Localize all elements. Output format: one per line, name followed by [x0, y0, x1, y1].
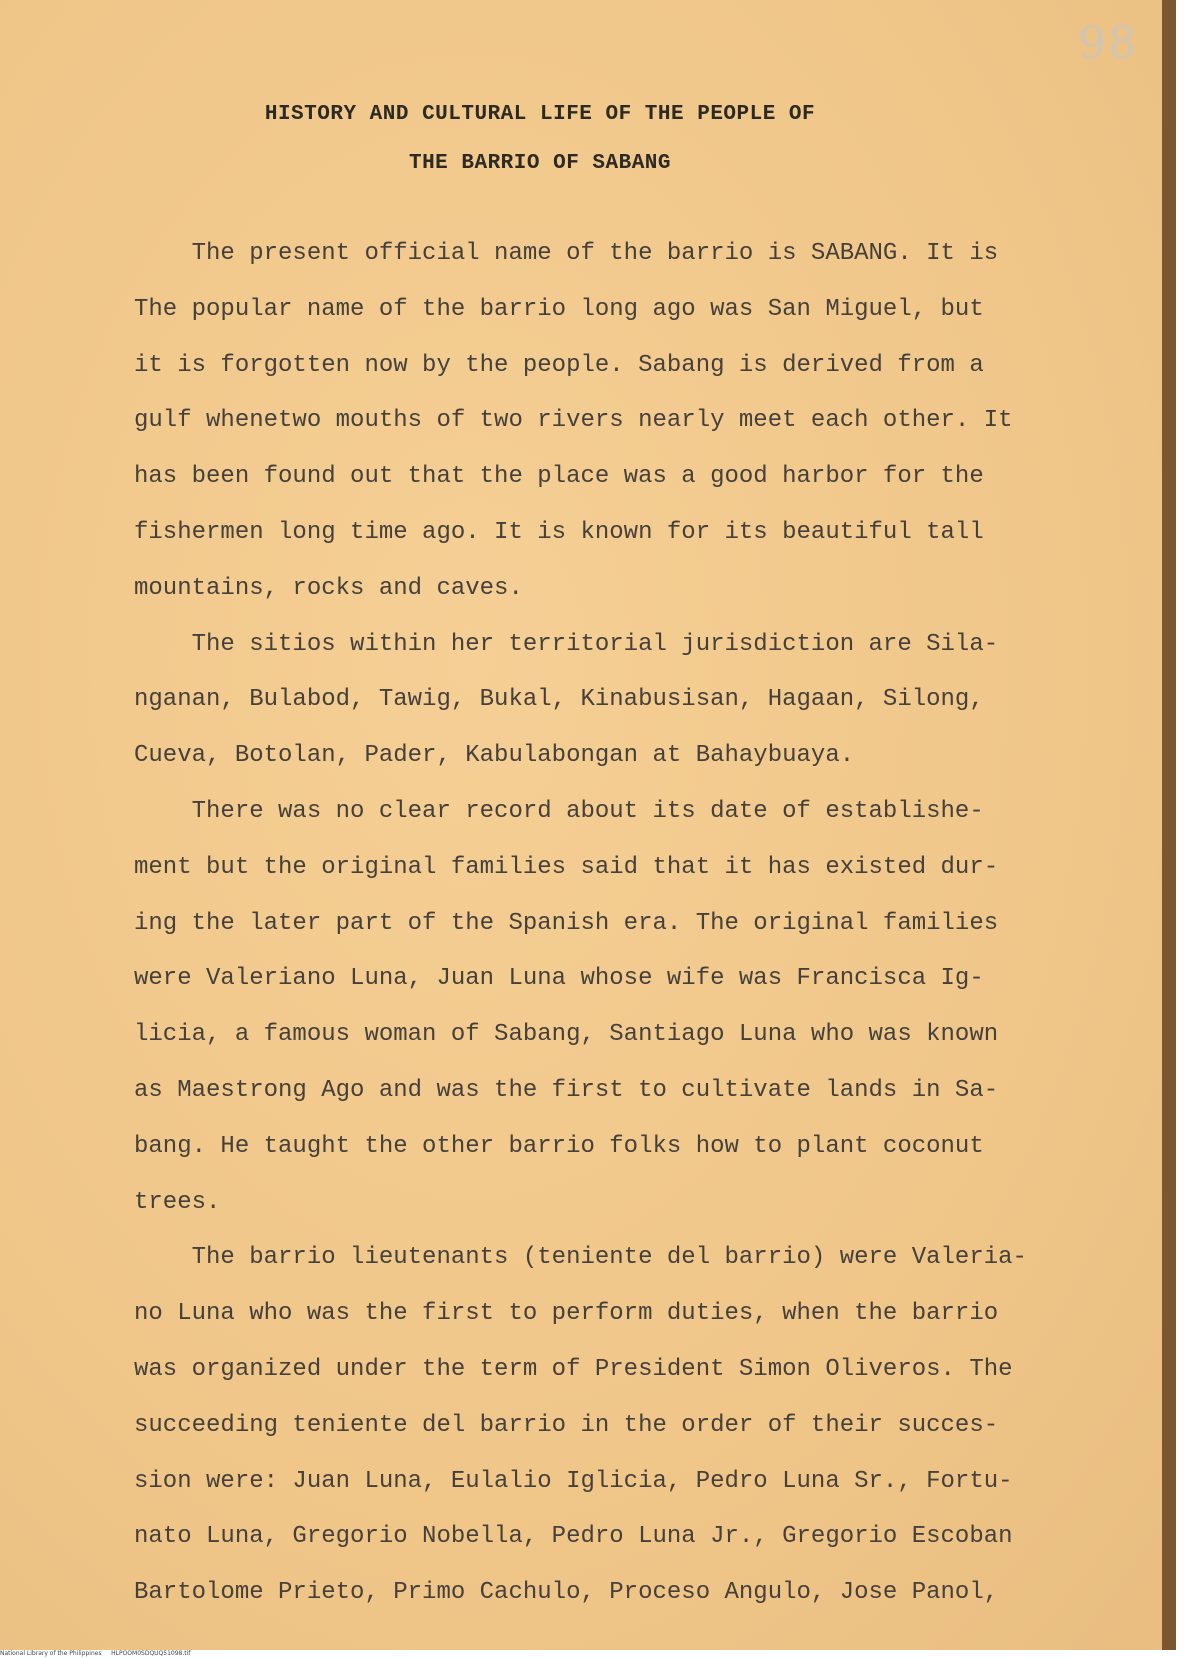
body-line: no Luna who was the first to perform duties, when the barrio	[134, 1300, 999, 1328]
body-line: succeeding teniente del barrio in the order of their succes-	[134, 1411, 999, 1439]
body-line: sion were: Juan Luna, Eulalio Iglicia, Pedro Luna Sr., Fortu-	[134, 1467, 1013, 1495]
body-line: ing the later part of the Spanish era. The original families	[134, 909, 999, 937]
body-line: licia, a famous woman of Sabang, Santiago Luna who was known	[134, 1021, 999, 1049]
body-line: nato Luna, Gregorio Nobella, Pedro Luna Jr., Gregorio Escoban	[134, 1523, 1013, 1551]
body-line: The present official name of the barrio is SABANG. It is	[134, 240, 999, 267]
scan-footer: National Library of the Philippines HLPOOM0SDQUQ51098.tif	[0, 1650, 1191, 1658]
body-line: The sitios within her territorial jurisdiction are Sila-	[134, 630, 999, 658]
body-line: was organized under the term of President Simon Oliveros. The	[134, 1355, 1013, 1383]
body-line: The barrio lieutenants (teniente del barrio) were Valeria-	[134, 1244, 1027, 1272]
body-line: Bartolome Prieto, Primo Cachulo, Proceso Angulo, Jose Panol,	[134, 1579, 999, 1607]
body-line: nganan, Bulabod, Tawig, Bukal, Kinabusisan, Hagaan, Silong,	[134, 686, 984, 714]
body-line: gulf whenetwo mouths of two rivers nearly meet each other. It	[134, 407, 1013, 435]
document-title-line-1: HISTORY AND CULTURAL LIFE OF THE PEOPLE OF	[264, 103, 816, 126]
document-title-line-2: THE BARRIO OF SABANG	[408, 152, 672, 175]
body-line: The popular name of the barrio long ago was San Miguel, but	[134, 295, 984, 323]
body-line: mountains, rocks and caves.	[134, 574, 523, 602]
body-line: has been found out that the place was a good harbor for the	[134, 463, 984, 491]
body-line: trees.	[134, 1188, 221, 1216]
body-line: There was no clear record about its date of establishe-	[134, 797, 984, 825]
body-line: as Maestrong Ago and was the first to cultivate lands in Sa-	[134, 1076, 999, 1104]
body-line: ment but the original families said that it has existed dur-	[134, 853, 999, 881]
page-edge	[1162, 0, 1176, 1652]
body-line: fishermen long time ago. It is known for its beautiful tall	[134, 518, 984, 546]
body-line: were Valeriano Luna, Juan Luna whose wife was Francisca Ig-	[134, 965, 984, 993]
page-number: 98	[1078, 18, 1138, 69]
document-body	[134, 226, 1134, 1621]
body-line: it is forgotten now by the people. Sabang is derived from a	[134, 351, 984, 379]
body-line: bang. He taught the other barrio folks how to plant coconut	[134, 1132, 984, 1160]
body-line: Cueva, Botolan, Pader, Kabulabongan at Bahaybuaya.	[134, 742, 855, 770]
